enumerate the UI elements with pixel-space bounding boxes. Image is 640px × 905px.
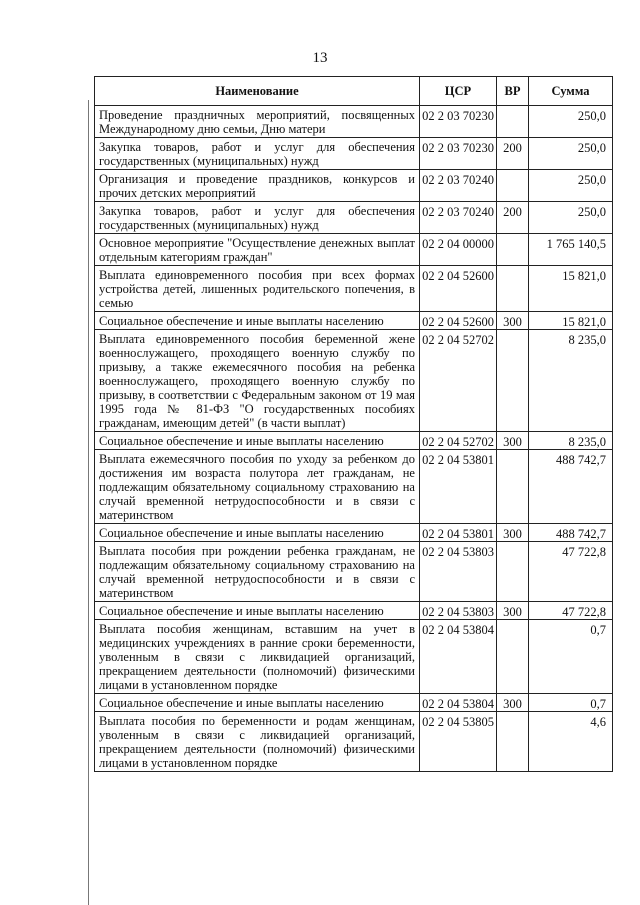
header-vr: ВР	[497, 77, 529, 106]
table-row	[95, 106, 613, 138]
row-csr-cell: 02 2 03 70230	[420, 106, 497, 138]
table-row	[95, 312, 613, 330]
row-name-cell: Закупка товаров, работ и услуг для обеспечения государственных (муниципальных) нужд	[95, 138, 420, 170]
row-sum-cell: 8 235,0	[529, 330, 613, 432]
row-csr-cell: 02 2 04 53801	[420, 524, 497, 542]
row-name-cell: Закупка товаров, работ и услуг для обеспечения государственных (муниципальных) нужд	[95, 202, 420, 234]
row-vr-cell	[497, 106, 529, 138]
row-sum-cell: 0,7	[529, 694, 613, 712]
row-vr-cell	[497, 450, 529, 524]
table-row	[95, 450, 613, 524]
row-name-cell: Выплата пособия по беременности и родам женщинам, уволенным в связи с ликвидацией организаций, прекращением деятельности (полномочий) физическими лицами в установленном порядке	[95, 712, 420, 772]
page-number: 13	[312, 50, 328, 66]
row-vr-cell: 300	[497, 432, 529, 450]
row-csr-cell: 02 2 04 52702	[420, 432, 497, 450]
header-csr: ЦСР	[420, 77, 497, 106]
table-row	[95, 712, 613, 772]
row-csr-cell: 02 2 04 53801	[420, 450, 497, 524]
row-vr-cell	[497, 330, 529, 432]
row-sum-cell: 15 821,0	[529, 266, 613, 312]
row-csr-cell: 02 2 04 00000	[420, 234, 497, 266]
row-name-cell: Социальное обеспечение и иные выплаты населению	[95, 602, 420, 620]
row-csr-cell: 02 2 04 53804	[420, 620, 497, 694]
table-row	[95, 542, 613, 602]
row-sum-cell: 1 765 140,5	[529, 234, 613, 266]
table-row	[95, 266, 613, 312]
row-csr-cell: 02 2 03 70240	[420, 170, 497, 202]
row-vr-cell	[497, 266, 529, 312]
row-name-cell: Социальное обеспечение и иные выплаты населению	[95, 432, 420, 450]
table-row	[95, 202, 613, 234]
row-name-cell: Проведение праздничных мероприятий, посвященных Международному дню семьи, Дню матери	[95, 106, 420, 138]
row-vr-cell	[497, 542, 529, 602]
row-csr-cell: 02 2 04 53804	[420, 694, 497, 712]
row-vr-cell: 200	[497, 138, 529, 170]
row-csr-cell: 02 2 04 52600	[420, 266, 497, 312]
row-name-cell: Выплата пособия при рождении ребенка гражданам, не подлежащим обязательному социальному страхованию на случай временной нетрудоспособности и в связи с материнством	[95, 542, 420, 602]
table-row	[95, 602, 613, 620]
row-sum-cell: 250,0	[529, 138, 613, 170]
row-sum-cell: 250,0	[529, 170, 613, 202]
row-name-cell: Социальное обеспечение и иные выплаты населению	[95, 312, 420, 330]
table-row	[95, 170, 613, 202]
row-name-cell: Социальное обеспечение и иные выплаты населению	[95, 524, 420, 542]
row-sum-cell: 4,6	[529, 712, 613, 772]
row-csr-cell: 02 2 03 70230	[420, 138, 497, 170]
table-row	[95, 330, 613, 432]
table-row	[95, 694, 613, 712]
left-margin-line	[88, 100, 89, 905]
row-name-cell: Выплата единовременного пособия беременной жене военнослужащего, проходящего военную службу по призыву, а также ежемесячного пособия на ребенка военнослужащего, проходящего военную службу по призыву, в соответствии с Федеральным законом от 19 мая 1995 года № 81-ФЗ "О государственных пособиях гражданам, имеющим детей" (в части выплат)	[95, 330, 420, 432]
table-row	[95, 620, 613, 694]
table-header-row	[95, 77, 613, 106]
row-sum-cell: 250,0	[529, 202, 613, 234]
row-vr-cell	[497, 620, 529, 694]
row-name-cell: Выплата единовременного пособия при всех формах устройства детей, лишенных родительского попечения, в семью	[95, 266, 420, 312]
row-csr-cell: 02 2 04 52600	[420, 312, 497, 330]
table-row	[95, 432, 613, 450]
row-name-cell: Социальное обеспечение и иные выплаты населению	[95, 694, 420, 712]
row-vr-cell	[497, 712, 529, 772]
row-csr-cell: 02 2 04 53803	[420, 602, 497, 620]
row-vr-cell: 300	[497, 312, 529, 330]
budget-table	[94, 76, 613, 772]
row-sum-cell: 488 742,7	[529, 524, 613, 542]
row-vr-cell: 300	[497, 602, 529, 620]
row-csr-cell: 02 2 03 70240	[420, 202, 497, 234]
row-vr-cell: 300	[497, 694, 529, 712]
row-vr-cell: 300	[497, 524, 529, 542]
table-row	[95, 234, 613, 266]
row-csr-cell: 02 2 04 53805	[420, 712, 497, 772]
table-row	[95, 138, 613, 170]
row-name-cell: Выплата ежемесячного пособия по уходу за ребенком до достижения им возраста полутора лет гражданам, не подлежащим обязательному социальному страхованию на случай временной нетрудоспособности и в связи с материнством	[95, 450, 420, 524]
row-sum-cell: 8 235,0	[529, 432, 613, 450]
row-sum-cell: 47 722,8	[529, 542, 613, 602]
row-sum-cell: 0,7	[529, 620, 613, 694]
row-sum-cell: 15 821,0	[529, 312, 613, 330]
row-name-cell: Организация и проведение праздников, конкурсов и прочих детских мероприятий	[95, 170, 420, 202]
row-csr-cell: 02 2 04 53803	[420, 542, 497, 602]
row-vr-cell: 200	[497, 202, 529, 234]
table-row	[95, 524, 613, 542]
row-vr-cell	[497, 234, 529, 266]
row-csr-cell: 02 2 04 52702	[420, 330, 497, 432]
row-vr-cell	[497, 170, 529, 202]
row-name-cell: Основное мероприятие "Осуществление денежных выплат отдельным категориям граждан"	[95, 234, 420, 266]
header-name: Наименование	[95, 77, 420, 106]
table-body	[95, 106, 613, 772]
row-name-cell: Выплата пособия женщинам, вставшим на учет в медицинских учреждениях в ранние сроки беременности, уволенным в связи с ликвидацией организаций, прекращением деятельности (полномочий) физическими лицами в установленном порядке	[95, 620, 420, 694]
row-sum-cell: 47 722,8	[529, 602, 613, 620]
header-sum: Сумма	[529, 77, 613, 106]
row-sum-cell: 250,0	[529, 106, 613, 138]
row-sum-cell: 488 742,7	[529, 450, 613, 524]
